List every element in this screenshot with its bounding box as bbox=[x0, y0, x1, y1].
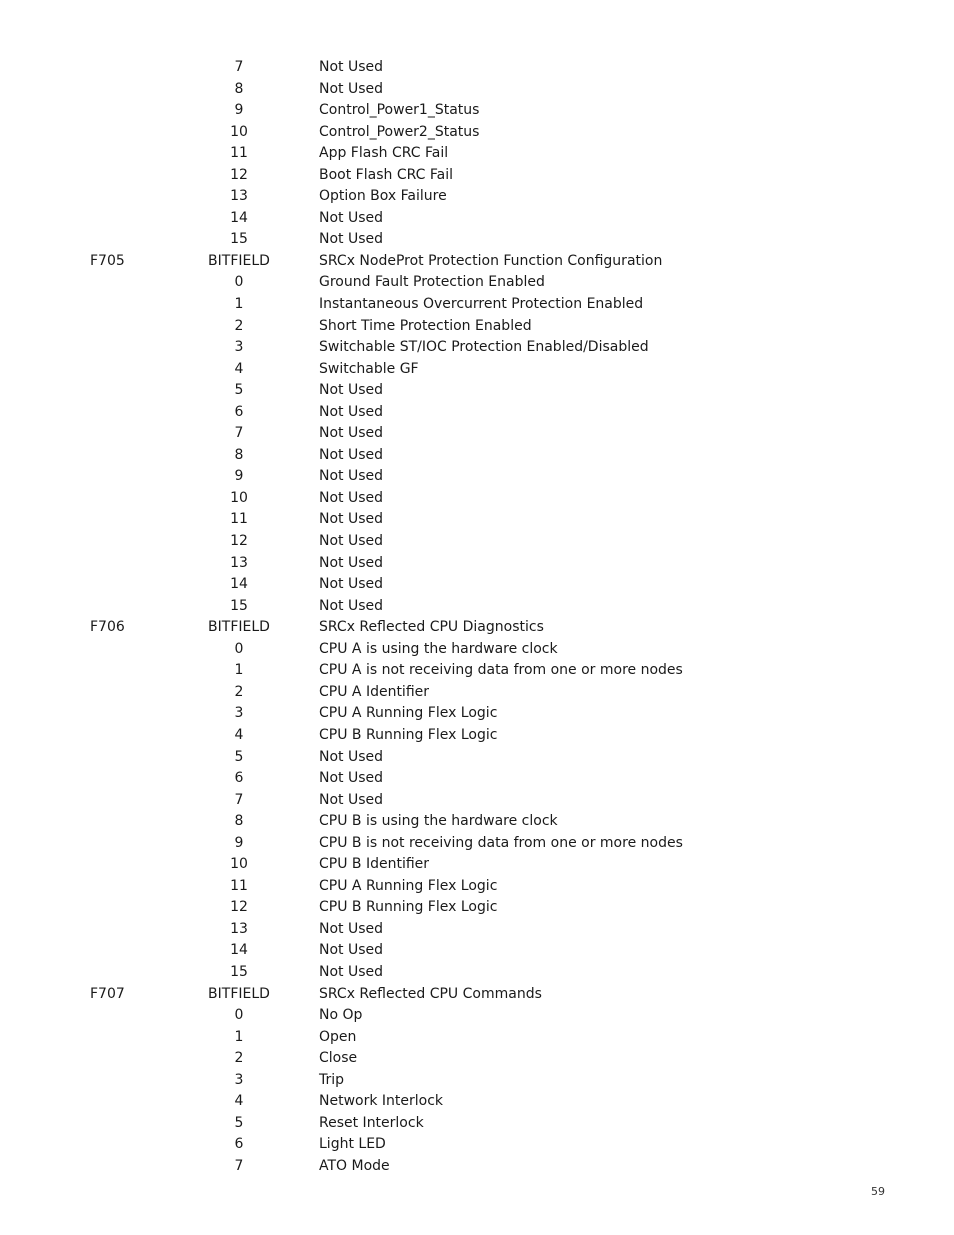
bit-description: Control_Power2_Status bbox=[319, 123, 480, 140]
bit-number: 12 bbox=[230, 899, 248, 916]
bit-description: Switchable ST/IOC Protection Enabled/Disabled bbox=[319, 339, 649, 356]
bit-description: Network Interlock bbox=[319, 1093, 444, 1110]
bit-description: Not Used bbox=[319, 791, 384, 808]
bit-description: Not Used bbox=[319, 597, 384, 614]
bit-number: 9 bbox=[234, 468, 244, 485]
bit-description: Switchable GF bbox=[319, 360, 419, 377]
format-code: F707 bbox=[90, 985, 125, 1002]
table-row bbox=[0, 337, 954, 359]
bit-number: 2 bbox=[234, 1050, 244, 1067]
table-row bbox=[0, 251, 954, 273]
table-row bbox=[0, 897, 954, 919]
table-row bbox=[0, 962, 954, 984]
bit-number: 10 bbox=[230, 856, 248, 873]
table-row bbox=[0, 380, 954, 402]
bit-description: Not Used bbox=[319, 425, 384, 442]
bit-description: CPU B is not receiving data from one or more nodes bbox=[319, 834, 683, 851]
bit-description: Not Used bbox=[319, 446, 384, 463]
bit-number: 7 bbox=[234, 1157, 244, 1174]
bit-number: 11 bbox=[230, 877, 248, 894]
format-code: F705 bbox=[90, 252, 125, 269]
table-row bbox=[0, 1113, 954, 1135]
page-number: 59 bbox=[871, 1185, 885, 1198]
bit-number: 6 bbox=[234, 1136, 244, 1153]
table-row bbox=[0, 294, 954, 316]
table-row bbox=[0, 1134, 954, 1156]
bit-description: Not Used bbox=[319, 489, 384, 506]
table-row bbox=[0, 703, 954, 725]
table-row bbox=[0, 165, 954, 187]
bit-description: Close bbox=[319, 1050, 358, 1067]
bit-number: 11 bbox=[230, 145, 248, 162]
bit-number: 0 bbox=[234, 274, 244, 291]
bit-number: 13 bbox=[230, 188, 248, 205]
bit-number: 8 bbox=[234, 80, 244, 97]
bit-number: 3 bbox=[234, 339, 244, 356]
table-row bbox=[0, 445, 954, 467]
bit-description: Not Used bbox=[319, 576, 384, 593]
bit-number: BITFIELD bbox=[208, 619, 270, 636]
bit-description: Not Used bbox=[319, 748, 384, 765]
table-row bbox=[0, 143, 954, 165]
bit-description: Not Used bbox=[319, 942, 384, 959]
table-row bbox=[0, 811, 954, 833]
bit-number: 5 bbox=[234, 1114, 244, 1131]
bit-number: 14 bbox=[230, 576, 248, 593]
bit-number: 2 bbox=[234, 317, 244, 334]
bit-number: BITFIELD bbox=[208, 985, 270, 1002]
bit-number: 6 bbox=[234, 403, 244, 420]
bit-description: CPU B Identifier bbox=[319, 856, 430, 873]
bit-number: 4 bbox=[234, 360, 244, 377]
bit-number: 5 bbox=[234, 748, 244, 765]
bit-description: CPU B Running Flex Logic bbox=[319, 726, 498, 743]
bit-description: CPU A Identifier bbox=[319, 683, 430, 700]
bit-description: Not Used bbox=[319, 80, 384, 97]
table-row bbox=[0, 359, 954, 381]
table-row bbox=[0, 509, 954, 531]
bit-number: 10 bbox=[230, 489, 248, 506]
bit-number: 15 bbox=[230, 963, 248, 980]
bit-description: CPU A is not receiving data from one or more nodes bbox=[319, 662, 683, 679]
bitfield-table bbox=[0, 57, 954, 1177]
bit-description: Not Used bbox=[319, 920, 384, 937]
bit-description: SRCx Reflected CPU Diagnostics bbox=[319, 619, 544, 636]
bit-description: CPU A Running Flex Logic bbox=[319, 705, 498, 722]
table-row bbox=[0, 1048, 954, 1070]
bit-number: 3 bbox=[234, 705, 244, 722]
table-row bbox=[0, 919, 954, 941]
bit-number: 15 bbox=[230, 231, 248, 248]
table-row bbox=[0, 316, 954, 338]
bit-number: 9 bbox=[234, 834, 244, 851]
table-row bbox=[0, 531, 954, 553]
bit-number: 6 bbox=[234, 770, 244, 787]
bit-description: ATO Mode bbox=[319, 1157, 390, 1174]
bit-description: Open bbox=[319, 1028, 357, 1045]
bit-number: 5 bbox=[234, 382, 244, 399]
table-row bbox=[0, 596, 954, 618]
bit-description: SRCx NodeProt Protection Function Configuration bbox=[319, 252, 663, 269]
table-row bbox=[0, 1091, 954, 1113]
bit-description: Not Used bbox=[319, 403, 384, 420]
table-row bbox=[0, 747, 954, 769]
bit-description: Not Used bbox=[319, 209, 384, 226]
table-row bbox=[0, 682, 954, 704]
bit-description: Trip bbox=[319, 1071, 345, 1088]
bit-description: Light LED bbox=[319, 1136, 386, 1153]
table-row bbox=[0, 984, 954, 1006]
table-row bbox=[0, 617, 954, 639]
bit-number: BITFIELD bbox=[208, 252, 270, 269]
table-row bbox=[0, 229, 954, 251]
bit-number: 1 bbox=[234, 662, 244, 679]
bit-description: Not Used bbox=[319, 533, 384, 550]
bit-number: 7 bbox=[234, 791, 244, 808]
table-row bbox=[0, 402, 954, 424]
bit-description: CPU B Running Flex Logic bbox=[319, 899, 498, 916]
table-row bbox=[0, 790, 954, 812]
format-code: F706 bbox=[90, 619, 125, 636]
bit-description: Not Used bbox=[319, 59, 384, 75]
table-row bbox=[0, 854, 954, 876]
table-row bbox=[0, 122, 954, 144]
bit-description: Not Used bbox=[319, 231, 384, 248]
bit-number: 13 bbox=[230, 554, 248, 571]
bit-number: 7 bbox=[234, 425, 244, 442]
bit-number: 15 bbox=[230, 597, 248, 614]
bit-description: Control_Power1_Status bbox=[319, 102, 480, 119]
bit-description: App Flash CRC Fail bbox=[319, 145, 449, 162]
bit-number: 9 bbox=[234, 102, 244, 119]
bit-number: 14 bbox=[230, 209, 248, 226]
table-row bbox=[0, 208, 954, 230]
table-row bbox=[0, 639, 954, 661]
table-row bbox=[0, 1156, 954, 1178]
bit-number: 10 bbox=[230, 123, 248, 140]
table-row bbox=[0, 553, 954, 575]
bit-number: 8 bbox=[234, 813, 244, 830]
bit-description: Option Box Failure bbox=[319, 188, 447, 205]
table-row bbox=[0, 57, 954, 79]
bit-description: Not Used bbox=[319, 554, 384, 571]
bit-number: 0 bbox=[234, 1007, 244, 1024]
bit-number: 12 bbox=[230, 533, 248, 550]
table-row bbox=[0, 833, 954, 855]
bit-description: SRCx Reflected CPU Commands bbox=[319, 985, 542, 1002]
bit-description: Not Used bbox=[319, 963, 384, 980]
table-row bbox=[0, 423, 954, 445]
bit-description: Not Used bbox=[319, 770, 384, 787]
bit-description: Short Time Protection Enabled bbox=[319, 317, 532, 334]
table-row bbox=[0, 488, 954, 510]
table-row bbox=[0, 1027, 954, 1049]
table-row bbox=[0, 660, 954, 682]
bit-number: 1 bbox=[234, 296, 244, 313]
bit-number: 8 bbox=[234, 446, 244, 463]
bit-description: CPU A Running Flex Logic bbox=[319, 877, 498, 894]
bit-number: 4 bbox=[234, 1093, 244, 1110]
bit-number: 7 bbox=[234, 59, 244, 75]
bit-description: No Op bbox=[319, 1007, 363, 1024]
bit-number: 0 bbox=[234, 640, 244, 657]
bit-description: CPU B is using the hardware clock bbox=[319, 813, 558, 830]
bit-number: 1 bbox=[234, 1028, 244, 1045]
bit-description: Instantaneous Overcurrent Protection Enabled bbox=[319, 296, 644, 313]
bit-number: 12 bbox=[230, 166, 248, 183]
table-row bbox=[0, 100, 954, 122]
bit-number: 3 bbox=[234, 1071, 244, 1088]
table-row bbox=[0, 186, 954, 208]
bit-description: Ground Fault Protection Enabled bbox=[319, 274, 545, 291]
table-row bbox=[0, 1005, 954, 1027]
bit-description: Reset Interlock bbox=[319, 1114, 424, 1131]
table-row bbox=[0, 574, 954, 596]
bit-number: 4 bbox=[234, 726, 244, 743]
bit-description: Boot Flash CRC Fail bbox=[319, 166, 453, 183]
table-row bbox=[0, 876, 954, 898]
bit-description: Not Used bbox=[319, 468, 384, 485]
bit-number: 13 bbox=[230, 920, 248, 937]
table-row bbox=[0, 79, 954, 101]
table-row bbox=[0, 1070, 954, 1092]
table-row bbox=[0, 725, 954, 747]
table-row bbox=[0, 272, 954, 294]
table-row bbox=[0, 940, 954, 962]
bit-description: Not Used bbox=[319, 511, 384, 528]
bit-number: 14 bbox=[230, 942, 248, 959]
bit-description: CPU A is using the hardware clock bbox=[319, 640, 558, 657]
table-row bbox=[0, 466, 954, 488]
table-row bbox=[0, 768, 954, 790]
bit-number: 11 bbox=[230, 511, 248, 528]
bit-description: Not Used bbox=[319, 382, 384, 399]
bit-number: 2 bbox=[234, 683, 244, 700]
